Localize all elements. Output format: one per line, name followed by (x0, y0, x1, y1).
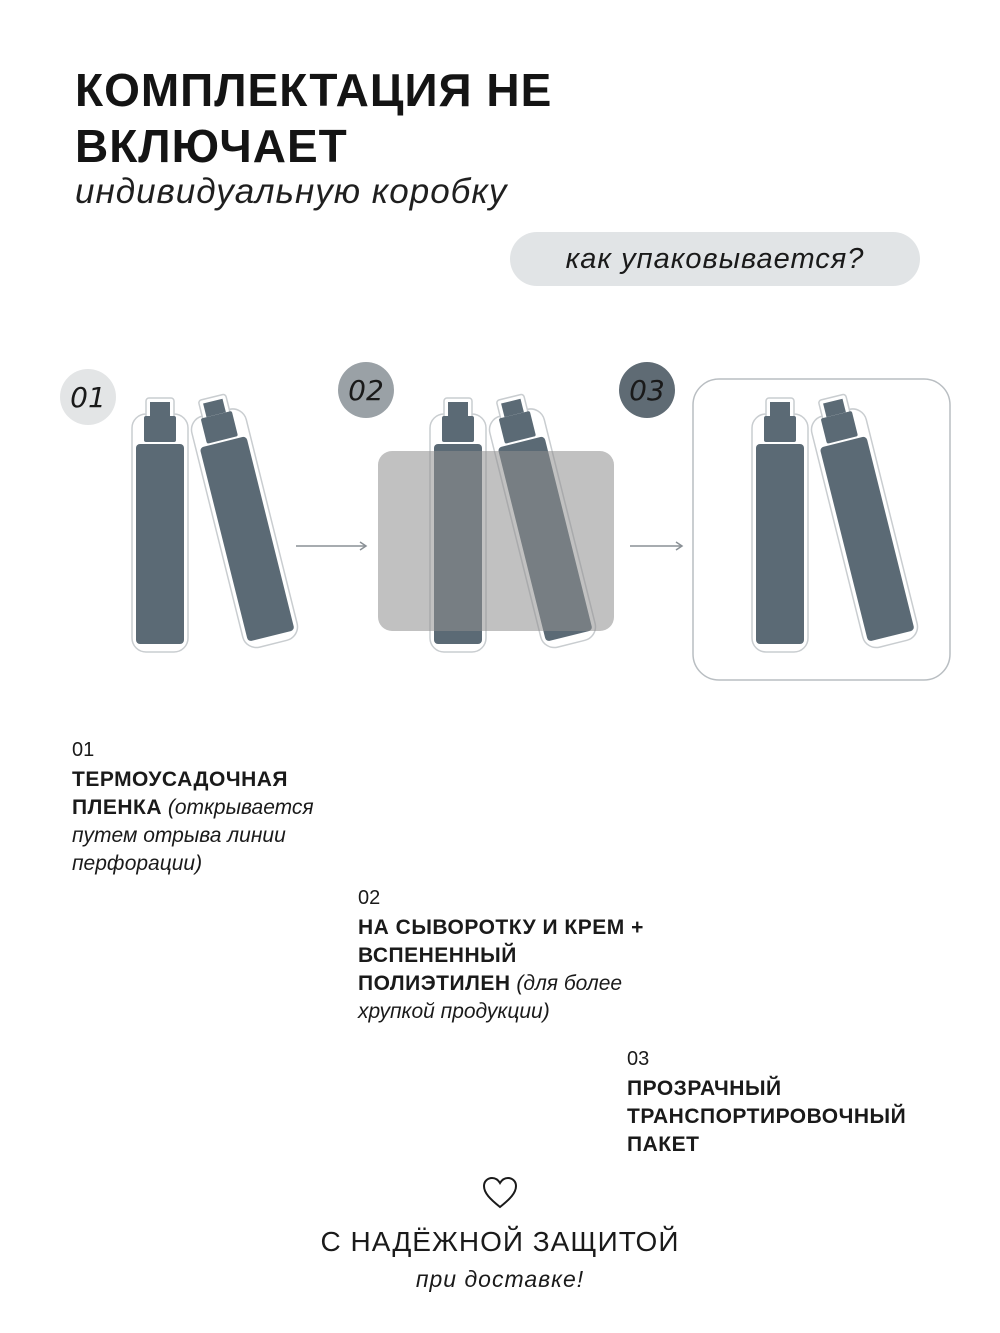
step-1-badge-label: 01 (70, 381, 106, 414)
arrow-1 (296, 542, 366, 550)
step-1-bottle-right (185, 390, 301, 650)
step-2-group (338, 362, 614, 652)
step-1-description (72, 736, 372, 878)
packaging-illustration (0, 350, 1000, 700)
step-1-group (60, 369, 300, 652)
step-3-number: 03 (627, 1048, 650, 1070)
heart-icon (482, 1176, 518, 1210)
page-subtitle: индивидуальную коробку (75, 172, 508, 211)
step-3-description (627, 1045, 967, 1159)
step-2-description (358, 884, 658, 1026)
how-packed-pill: как упаковывается? (510, 232, 920, 286)
step-2-number: 02 (358, 887, 381, 909)
arrow-2 (630, 542, 682, 550)
step-3-badge-label: 03 (629, 374, 665, 407)
page-title: КОМПЛЕКТАЦИЯ НЕ ВКЛЮЧАЕТ (75, 64, 553, 172)
step-3-bottle-left (752, 398, 808, 652)
step-1-title: ТЕРМОУСАДОЧНАЯ ПЛЕНКА (72, 768, 288, 819)
step-2-note: (для более хрупкой продукции) (358, 972, 623, 1023)
step-3-title: ПРОЗРАЧНЫЙ ТРАНСПОРТИРОВОЧНЫЙ ПАКЕТ (627, 1077, 907, 1156)
step-1-note: (открывается путем отрыва линии перфорации) (72, 796, 314, 875)
step-1-number: 01 (72, 739, 95, 761)
step-2-badge-label: 02 (348, 374, 384, 407)
shrink-wrap-overlay (378, 451, 614, 631)
footer-sub-text: при доставке! (415, 1266, 585, 1292)
step-2-title: НА СЫВОРОТКУ И КРЕМ + ВСПЕНЕННЫЙ ПОЛИЭТИЛЕН (358, 916, 644, 995)
footer-main-text: С НАДЁЖНОЙ ЗАЩИТОЙ (320, 1226, 680, 1257)
step-3-group (619, 362, 950, 680)
step-1-bottle-left (132, 398, 188, 652)
